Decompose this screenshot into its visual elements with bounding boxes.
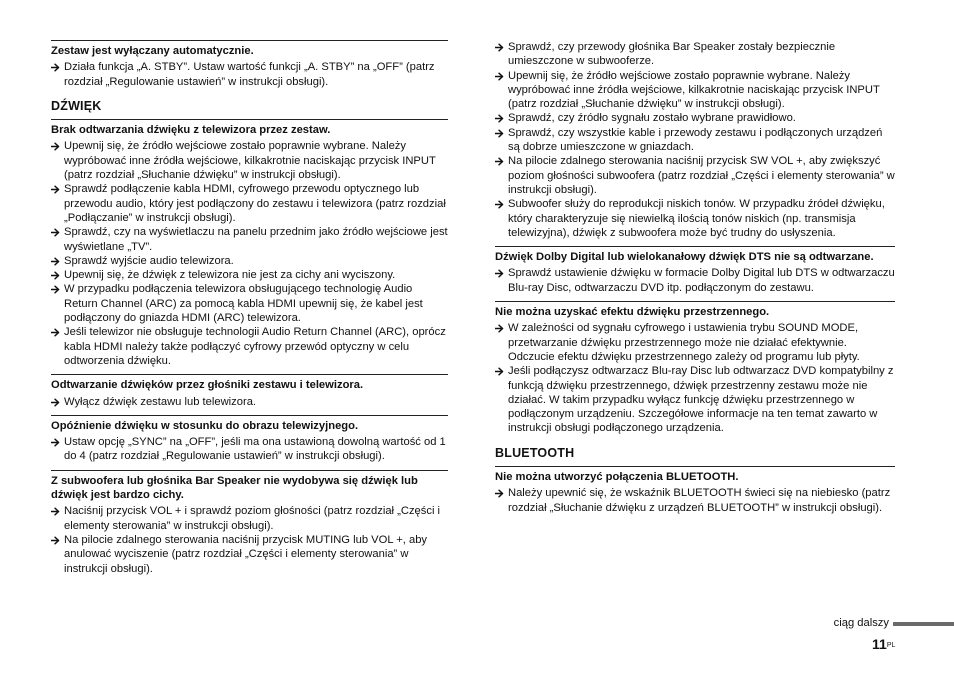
- bullet-text: Na pilocie zdalnego sterowania naciśnij przycisk MUTING lub VOL +, aby anulować wyciszenie (patrz rozdział „Części i elementy sterowania” w instrukcji obsługi).: [64, 533, 428, 575]
- arrow-right-icon: [51, 533, 63, 545]
- bullet-item: [51, 533, 448, 576]
- arrow-right-icon: [51, 435, 63, 447]
- bullet-text: Ustaw opcję „SYNC” na „OFF”, jeśli ma ona ustawioną dowolną wartość od 1 do 4 (patrz rozdział „Regulowanie ustawień” w instrukcji obsługi).: [64, 436, 446, 463]
- arrow-right-icon: [495, 126, 507, 138]
- block-heading: Odtwarzanie dźwięków przez głośniki zestawu i telewizora.: [51, 379, 364, 392]
- bullet-text: Jeśli podłączysz odtwarzacz Blu-ray Disc lub odtwarzacz DVD kompatybilny z funkcją dźwięku przestrzennego, dźwięk przestrzenny zestawu może nie działać. W takim przypadku wyłącz funkcję dźwięku przestrzennego w podłączonym urządzeniu. Szczegółowe informacje na ten temat zawarto w instrukcji obsługi podłączonego urządzenia.: [508, 365, 894, 435]
- arrow-right-icon: [51, 395, 63, 407]
- bullet-text: Działa funkcja „A. STBY”. Ustaw wartość funkcji „A. STBY” na „OFF” (patrz rozdział „Regulowanie ustawień” w instrukcji obsługi).: [64, 61, 435, 88]
- block-no-subwoofer-sound-continued: [495, 40, 895, 240]
- bullet-item: [495, 111, 895, 125]
- continued-bar: [893, 622, 954, 626]
- bullet-item: [51, 325, 448, 368]
- bullet-text: Sprawdź ustawienie dźwięku w formacie Dolby Digital lub DTS w odtwarzaczu Blu-ray Disc, odtwarzaczu DVD itp. podłączonym do zestawu.: [508, 267, 895, 294]
- arrow-right-icon: [51, 325, 63, 337]
- arrow-right-icon: [51, 504, 63, 516]
- bullet-text: Sprawdź, czy przewody głośnika Bar Speaker zostały bezpiecznie umieszczone w subwooferze.: [508, 41, 836, 68]
- block-heading: Brak odtwarzania dźwięku z telewizora przez zestaw.: [51, 124, 331, 137]
- bullet-text: Sprawdź wyjście audio telewizora.: [64, 254, 234, 267]
- bullet-text: W zależności od sygnału cyfrowego i ustawienia trybu SOUND MODE, przetwarzanie dźwięku przestrzennego może nie działać efektywnie. Odczucie efektu dźwięku przestrzennego zależy od programu lub płyty.: [508, 322, 860, 363]
- arrow-right-icon: [51, 254, 63, 266]
- bullet-text: Na pilocie zdalnego sterowania naciśnij przycisk SW VOL +, aby zwiększyć poziom głośności subwoofera (patrz rozdział „Części i elementy sterowania” w instrukcji obsługi).: [508, 155, 895, 196]
- bullet-item: [51, 282, 448, 325]
- block-heading: Nie można uzyskać efektu dźwięku przestrzennego.: [495, 306, 770, 319]
- bullet-item: [51, 268, 448, 282]
- bullet-text: Sprawdź, czy wszystkie kable i przewody zestawu i podłączonych urządzeń są dobrze umieszczone w gniazdach.: [508, 126, 883, 154]
- block-auto-standby: [51, 40, 448, 89]
- bullet-text: Sprawdź, czy źródło sygnału zostało wybrane prawidłowo.: [508, 112, 796, 125]
- block-dolby-dts: [495, 246, 895, 295]
- arrow-right-icon: [495, 111, 507, 123]
- block-no-subwoofer-sound: [51, 470, 448, 576]
- bullet-item: [51, 60, 448, 89]
- bullet-text: W przypadku podłączenia telewizora obsługującego technologię Audio Return Channel (ARC) za pomocą kabla HDMI upewnij się, że kabel jest podłączony do gniazda HDMI (ARC) telewizora.: [64, 283, 423, 325]
- bullet-text: Upewnij się, że dźwięk z telewizora nie jest za cichy ani wyciszony.: [64, 269, 396, 282]
- bullet-item: [495, 321, 895, 364]
- arrow-right-icon: [495, 197, 507, 209]
- bullet-item: [495, 40, 895, 69]
- bullet-item: [51, 225, 448, 254]
- arrow-right-icon: [51, 282, 63, 294]
- bullet-text: Upewnij się, że źródło wejściowe zostało poprawnie wybrane. Należy wypróbować inne źródła wejściowe, kilkakrotnie naciskając przycisk INPUT (patrz rozdział „Słuchanie dźwięku” w instrukcji obsługi).: [508, 69, 880, 111]
- arrow-right-icon: [495, 40, 507, 52]
- block-heading: Opóźnienie dźwięku w stosunku do obrazu telewizyjnego.: [51, 419, 359, 432]
- bullet-item: [51, 139, 448, 182]
- bullet-text: Wyłącz dźwięk zestawu lub telewizora.: [64, 395, 257, 408]
- bullet-text: Jeśli telewizor nie obsługuje technologii Audio Return Channel (ARC), oprócz kabla HDMI należy także podłączyć cyfrowy przewód optyczny w celu odtworzenia dźwięku.: [64, 326, 446, 367]
- continued-label: ciąg dalszy: [833, 617, 889, 629]
- page-language: PL: [886, 642, 896, 649]
- page-number-value: 11: [872, 636, 887, 652]
- bullet-item: [51, 435, 448, 464]
- bullet-text: Upewnij się, że źródło wejściowe zostało poprawnie wybrane. Należy wypróbować inne źródła wejściowe, kilkakrotnie naciskając przycisk INPUT (patrz rozdział „Słuchanie dźwięku” w instrukcji obsługi).: [64, 140, 436, 182]
- bullet-item: [495, 154, 895, 197]
- arrow-right-icon: [51, 60, 63, 72]
- block-both-speakers: [51, 374, 448, 409]
- section-title-sound: DŹWIĘK: [51, 98, 102, 113]
- right-column: [495, 40, 895, 521]
- bullet-item: [495, 126, 895, 155]
- block-heading: Zestaw jest wyłączany automatycznie.: [51, 45, 254, 57]
- bullet-item: [51, 182, 448, 225]
- arrow-right-icon: [495, 486, 507, 498]
- left-column: [51, 40, 448, 582]
- bullet-item: [51, 504, 448, 533]
- block-heading: Dźwięk Dolby Digital lub wielokanałowy dźwięk DTS nie są odtwarzane.: [495, 251, 874, 264]
- block-sound-delay: [51, 415, 448, 464]
- bullet-item: [495, 266, 895, 295]
- bullet-text: Subwoofer służy do reprodukcji niskich tonów. W przypadku źródeł dźwięku, który charakteryzuje się niewielką ilością tonów niskich (np. transmisja telewizyjna), dźwięk z subwoofera może być trudny do usłyszenia.: [508, 198, 885, 239]
- bullet-text: Sprawdź, czy na wyświetlaczu na panelu przednim jako źródło wejściowe jest wyświetlane „TV”.: [64, 226, 448, 253]
- bullet-text: Sprawdź podłączenie kabla HDMI, cyfrowego przewodu optycznego lub przewodu audio, który jest podłączony do zestawu i telewizora (patrz rozdział „Podłączanie” w instrukcji obsługi).: [64, 183, 446, 224]
- arrow-right-icon: [51, 268, 63, 280]
- arrow-right-icon: [495, 266, 507, 278]
- bullet-item: [495, 364, 895, 435]
- page-number: [872, 637, 895, 651]
- section-title-bluetooth: BLUETOOTH: [495, 445, 575, 460]
- block-bluetooth-connect: [495, 466, 895, 515]
- arrow-right-icon: [495, 69, 507, 81]
- block-no-tv-sound: [51, 119, 448, 368]
- bullet-item: [495, 69, 895, 112]
- bullet-item: [495, 486, 895, 515]
- arrow-right-icon: [51, 139, 63, 151]
- arrow-right-icon: [495, 154, 507, 166]
- block-surround: [495, 301, 895, 436]
- arrow-right-icon: [495, 321, 507, 333]
- bullet-item: [495, 197, 895, 240]
- block-heading: Nie można utworzyć połączenia BLUETOOTH.: [495, 471, 739, 484]
- bullet-text: Należy upewnić się, że wskaźnik BLUETOOTH świeci się na niebiesko (patrz rozdział „Słuchanie dźwięku z urządzeń BLUETOOTH” w instrukcji obsługi).: [508, 487, 891, 514]
- arrow-right-icon: [51, 182, 63, 194]
- bullet-item: [51, 395, 448, 409]
- arrow-right-icon: [51, 225, 63, 237]
- bullet-text: Naciśnij przycisk VOL + i sprawdź poziom głośności (patrz rozdział „Części i elementy sterowania” w instrukcji obsługi).: [64, 505, 441, 532]
- bullet-item: [51, 254, 448, 268]
- arrow-right-icon: [495, 364, 507, 376]
- block-heading: Z subwoofera lub głośnika Bar Speaker nie wydobywa się dźwięk lub dźwięk jest bardzo cichy.: [51, 474, 418, 502]
